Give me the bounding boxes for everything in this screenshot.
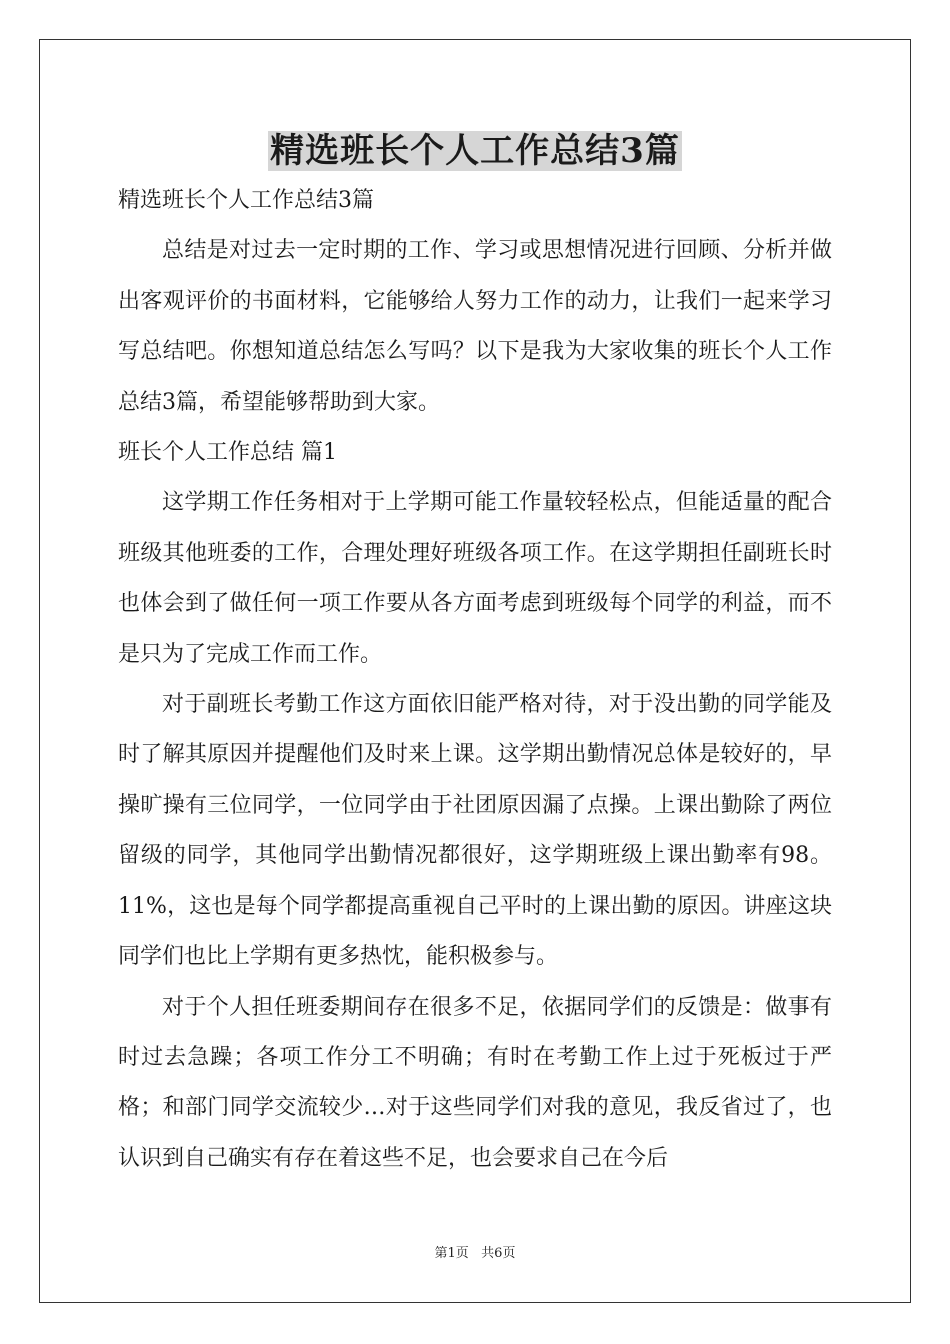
intro-paragraph: 总结是对过去一定时期的工作、学习或思想情况进行回顾、分析并做出客观评价的书面材料，它能够给人努力工作的动力，让我们一起来学习写总结吧。你想知道总结怎么写吗？以下是我为大家收集的班长个人工作总结3篇，希望能够帮助到大家。 bbox=[118, 238, 832, 415]
document-body bbox=[118, 176, 832, 1184]
body-paragraph-1: 这学期工作任务相对于上学期可能工作量较轻松点，但能适量的配合班级其他班委的工作，合理处理好班级各项工作。在这学期担任副班长时也体会到了做任何一项工作要从各方面考虑到班级每个同学的利益，而不是只为了完成工作而工作。 bbox=[118, 490, 832, 667]
document-title-text: 精选班长个人工作总结3篇 bbox=[270, 131, 680, 171]
document-subtitle: 精选班长个人工作总结3篇 bbox=[118, 188, 374, 213]
document-title bbox=[0, 128, 950, 174]
body-paragraph-3: 对于个人担任班委期间存在很多不足，依据同学们的反馈是：做事有时过去急躁；各项工作分工不明确；有时在考勤工作上过于死板过于严格；和部门同学交流较少…对于这些同学们对我的意见，我反省过了，也认识到自己确实有存在着这些不足，也会要求自己在今后 bbox=[118, 994, 832, 1171]
section-heading: 班长个人工作总结 篇1 bbox=[118, 440, 337, 466]
page-footer: 第1页 共6页 bbox=[434, 1246, 516, 1261]
body-paragraph-2: 对于副班长考勤工作这方面依旧能严格对待，对于没出勤的同学能及时了解其原因并提醒他们及时来上课。这学期出勤情况总体是较好的，早操旷操有三位同学，一位同学由于社团原因漏了点操。上课出勤除了两位留级的同学，其他同学出勤情况都很好，这学期班级上课出勤率有98。11%，这也是每个同学都提高重视自己平时的上课出勤的原因。讲座这块同学们也比上学期有更多热忱，能积极参与。 bbox=[118, 692, 832, 970]
